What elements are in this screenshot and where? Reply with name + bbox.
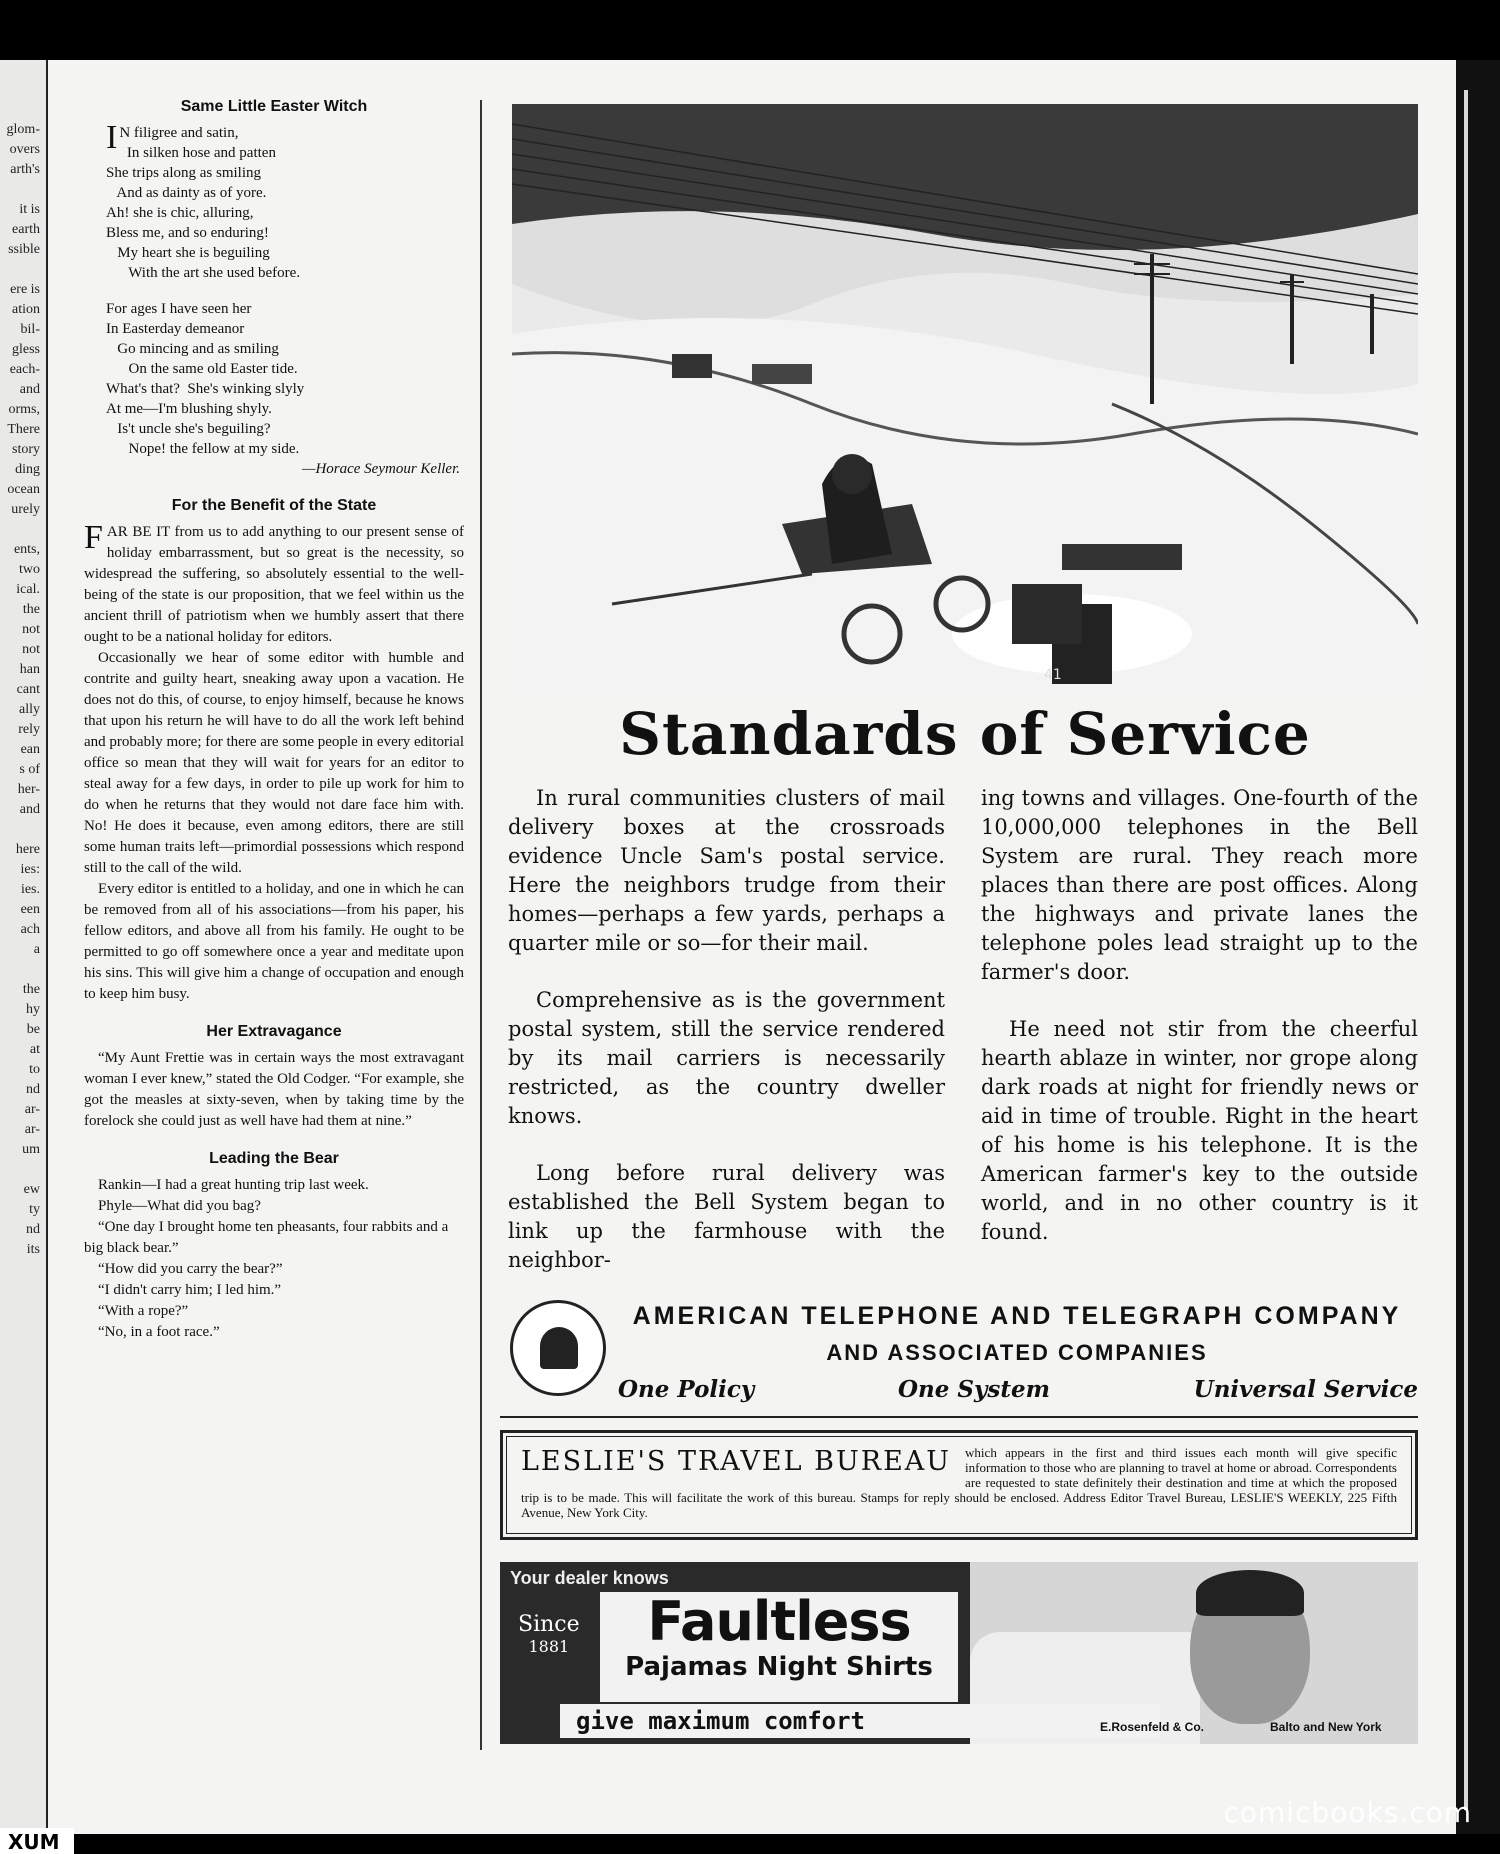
previous-page-fragment: ocean: [7, 482, 40, 497]
previous-page-fragment: to: [29, 1062, 40, 1077]
previous-page-fragment: her-: [17, 782, 40, 797]
previous-page-fragment: each-: [9, 362, 40, 377]
extravagance-paragraph: “My Aunt Frettie was in certain ways the most extravagant woman I ever knew,” stated the Old Codger. “For example, she got the measles at sixty-seven, when by taking time by the forelock she could just as well have had them at nine.”: [84, 1050, 464, 1129]
leslie-travel-bureau-box: [500, 1430, 1418, 1540]
company-name: AMERICAN TELEPHONE AND TELEGRAPH COMPANY: [632, 1302, 1402, 1330]
previous-page-fragment: ssible: [8, 242, 40, 257]
extravagance-title: Her Extravagance: [206, 1023, 342, 1040]
benefit-paragraph: Every editor is entitled to a holiday, and one in which he can be removed from all of his associations—from his paper, his fellow editors, and above all from his family. He ought to be permitted to go off somewhere once a year and meditate upon his sins. This will give him a change of occupation and enough to keep him busy.: [84, 881, 464, 1002]
poem-line: What's that? She's winking slyly: [106, 381, 305, 397]
bear-line: “With a rope?”: [98, 1303, 189, 1319]
previous-page-fragment: een: [20, 902, 40, 917]
left-column: [84, 96, 464, 1343]
page-gutter: [1456, 60, 1500, 1834]
previous-page-edge: [0, 60, 48, 1834]
ad-paragraph: He need not stir from the cheerful hearth ablaze in winter, nor grope along dark roads at night for friendly news or aid in time of trouble. Right in the heart of his home is his telephone. It is the American farmer's key to the outside world, and in no other country is it found.: [981, 1017, 1418, 1244]
previous-page-fragment: not: [22, 642, 40, 657]
poem-line: With the art she used before.: [106, 265, 301, 281]
corner-label: XUM: [0, 1828, 74, 1854]
brand-box: [600, 1592, 958, 1702]
bear-line: Rankin—I had a great hunting trip last week.: [98, 1177, 369, 1193]
bear-article: [84, 1148, 464, 1343]
previous-page-fragment: it is: [19, 202, 40, 217]
previous-page-fragment: gless: [12, 342, 40, 357]
previous-page-fragment: and: [19, 382, 40, 397]
benefit-dropcap: F: [84, 519, 103, 556]
company-slogans: [618, 1376, 1418, 1403]
previous-page-fragment: [0, 960, 46, 980]
ad-paragraph: In rural communities clusters of mail delivery boxes at the crossroads evidence Uncle Sam's postal service. Here the neighbors trudge from their homes—perhaps a few yards, perhaps a quarter mile or so—for their mail.: [508, 786, 945, 955]
previous-page-fragment: not: [22, 622, 40, 637]
associated-companies: AND ASSOCIATED COMPANIES: [826, 1340, 1208, 1365]
benefit-title: For the Benefit of the State: [171, 497, 377, 514]
previous-page-fragment: ding: [15, 462, 40, 477]
slogan: Universal Service: [1193, 1376, 1418, 1403]
poem-line: N filigree and satin,: [119, 125, 239, 141]
previous-page-fragment: [0, 1160, 46, 1180]
previous-page-fragment: orms,: [8, 402, 40, 417]
previous-page-fragment: ty: [29, 1202, 40, 1217]
previous-page-fragment: urely: [11, 502, 40, 517]
bear-line: Phyle—What did you bag?: [98, 1198, 261, 1214]
ad-paragraph: Comprehensive as is the government postal system, still the service rendered by its mail carriers is necessarily restricted, as the country dweller knows.: [508, 988, 945, 1128]
slogan: One Policy: [618, 1376, 755, 1403]
previous-page-fragment: earth: [12, 222, 40, 237]
poem-line: Ah! she is chic, alluring,: [106, 205, 254, 221]
previous-page-fragment: the: [22, 602, 40, 617]
ad-column-left: [508, 784, 945, 1303]
watermark: comicbooks.com: [1223, 1796, 1472, 1829]
poem-line: In Easterday demeanor: [106, 321, 245, 337]
poem: [84, 96, 464, 479]
previous-page-fragment: ere is: [10, 282, 40, 297]
leslie-title: LESLIE'S TRAVEL BUREAU: [521, 1446, 952, 1477]
product-names: Pajamas Night Shirts: [625, 1652, 933, 1682]
winter-mail-illustration: [512, 104, 1418, 696]
ad-paragraph: Long before rural delivery was established the Bell System began to link up the farmhouse with the neighbor-: [508, 1161, 945, 1272]
since-badge: [518, 1614, 580, 1658]
previous-page-fragment: ally: [19, 702, 40, 717]
faultless-pajamas-ad: [500, 1562, 1418, 1744]
previous-page-fragment: the: [22, 982, 40, 997]
ad-column-right: [981, 784, 1418, 1303]
poem-stanza-1: [84, 119, 464, 283]
mailbox-number: 41: [1044, 667, 1062, 683]
poem-line: For ages I have seen her: [106, 301, 252, 317]
previous-page-fragment: ach: [20, 922, 40, 937]
poem-line: Go mincing and as smiling: [106, 341, 279, 357]
previous-page-fragment: its: [26, 1242, 40, 1257]
poem-title: Same Little Easter Witch: [180, 98, 368, 115]
previous-page-fragment: nd: [26, 1082, 40, 1097]
previous-page-fragment: [0, 180, 46, 200]
previous-page-fragment: ar-: [24, 1102, 40, 1117]
poem-line: Nope! the fellow at my side.: [106, 441, 300, 457]
maker-city: Balto and New York: [1270, 1720, 1382, 1734]
poem-attribution: —Horace Seymour Keller.: [302, 461, 460, 477]
previous-page-fragment: ical.: [16, 582, 40, 597]
previous-page-fragment: bil-: [20, 322, 40, 337]
benefit-paragraph: Occasionally we hear of some editor with humble and contrite and guilty heart, sneaking away upon a vacation. He does not do this, of course, to enjoy himself, because he knows that upon his return he will have to do all the work left behind and probably more; for there are some people in every editorial office so mean that they will wait for years for an editor to steal away for a few days, in order to pile up work for him to do when he returns that they would not dare face him with. No! He does it because, even among editors, there are still some human traits left—primordial possessions which respond still to the call of the wild.: [84, 650, 464, 876]
previous-page-fragment: overs: [9, 142, 40, 157]
poem-line: On the same old Easter tide.: [106, 361, 298, 377]
previous-page-fragment: ean: [20, 742, 40, 757]
previous-page-fragment: nd: [26, 1222, 40, 1237]
bell-system-seal-icon: [510, 1300, 606, 1396]
previous-page-fragment: [0, 820, 46, 840]
poem-line: Is't uncle she's beguiling?: [106, 421, 271, 437]
extravagance-article: [84, 1021, 464, 1132]
bear-title: Leading the Bear: [209, 1150, 339, 1167]
previous-page-fragment: arth's: [10, 162, 40, 177]
previous-page-fragment: han: [19, 662, 40, 677]
poem-line: My heart she is beguiling: [106, 245, 270, 261]
ad-body: [508, 784, 1418, 1303]
previous-page-fragment: a: [33, 942, 40, 957]
poem-line: And as dainty as of yore.: [106, 185, 267, 201]
previous-page-fragment: ies:: [20, 862, 40, 877]
since-year: 1881: [528, 1637, 570, 1656]
poem-stanza-2: [84, 299, 464, 459]
poem-line: Bless me, and so enduring!: [106, 225, 269, 241]
bear-line: “How did you carry the bear?”: [98, 1261, 283, 1277]
slogan: One System: [898, 1376, 1050, 1403]
previous-page-fragment: ies.: [20, 882, 40, 897]
since-label: Since: [518, 1612, 580, 1637]
bear-line: “One day I brought home ten pheasants, four rabbits and a big black bear.”: [84, 1219, 449, 1256]
bear-line: “No, in a foot race.”: [98, 1324, 220, 1340]
poem-dropcap: I: [106, 119, 118, 156]
poem-line: At me—I'm blushing shyly.: [106, 401, 272, 417]
previous-page-fragment: here: [15, 842, 40, 857]
previous-page-fragment: rely: [18, 722, 40, 737]
previous-page-fragment: ew: [23, 1182, 40, 1197]
column-divider: [480, 100, 482, 1750]
poem-line: In silken hose and patten: [119, 145, 276, 161]
previous-page-fragment: ation: [12, 302, 40, 317]
maker-name: E.Rosenfeld & Co.: [1100, 1720, 1205, 1734]
previous-page-fragment: [0, 260, 46, 280]
previous-page-fragment: [0, 520, 46, 540]
poem-line: She trips along as smiling: [106, 165, 261, 181]
leslie-text: which appears in the first and third issues each month will give specific information to those who are planning to travel at home or abroad. Correspondents are requested to state definitely their destination and time at which the proposed trip is to be made. This will facilitate the work of this bureau. Stamps for reply should be enclosed. Address Editor Travel Bureau, LESLIE'S WEEKLY, 225 Fifth Avenue, New York City.: [521, 1445, 1397, 1520]
previous-page-fragment: story: [12, 442, 40, 457]
previous-page-fragment: ar-: [24, 1122, 40, 1137]
previous-page-fragment: be: [26, 1022, 40, 1037]
previous-page-fragment: There: [7, 422, 40, 437]
benefit-article: [84, 495, 464, 1005]
previous-page-fragment: two: [19, 562, 40, 577]
previous-page-fragment: glom-: [6, 122, 40, 137]
previous-page-fragment: hy: [26, 1002, 40, 1017]
previous-page-fragment: cant: [16, 682, 40, 697]
bear-line: “I didn't carry him; I led him.”: [98, 1282, 282, 1298]
previous-page-fragment: and: [19, 802, 40, 817]
benefit-paragraph: AR BE IT from us to add anything to our present sense of holiday embarrassment, but so great is the necessity, so widespread the suffering, so absolutely essential to the well-being of the state is our proposition, that we feel within us the ancient thrill of patriotism when we humbly assert that there ought to be a national holiday for editors.: [84, 524, 464, 645]
dealer-knows: Your dealer knows: [510, 1568, 669, 1588]
company-signature: [500, 1296, 1418, 1418]
previous-page-fragment: s of: [19, 762, 40, 777]
previous-page-fragment: ents,: [13, 542, 40, 557]
ad-headline: Standards of Service: [619, 700, 1311, 768]
brand-name: Faultless: [647, 1590, 911, 1653]
tagline: give maximum comfort: [560, 1704, 1160, 1738]
previous-page-fragment: um: [22, 1142, 40, 1157]
previous-page-fragment: at: [29, 1042, 40, 1057]
ad-paragraph: ing towns and villages. One-fourth of the 10,000,000 telephones in the Bell System are rural. They reach more places than there are post offices. Along the highways and private lanes the telephone poles lead straight up to the farmer's door.: [981, 786, 1418, 984]
